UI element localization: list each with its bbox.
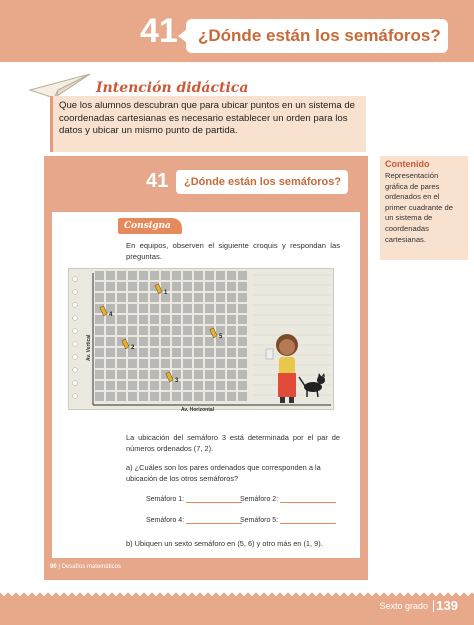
grid-block <box>205 359 214 368</box>
contenido-text: Representación gráfica de pares ordenados en el primer cuadrante de un sistema de coordenadas cartesianas. <box>385 171 453 244</box>
book-title-box <box>176 170 348 194</box>
grid-block <box>216 315 225 324</box>
grid-block <box>183 326 192 335</box>
grid-block <box>128 282 137 291</box>
grid-block <box>117 304 126 313</box>
grid-block <box>194 392 203 401</box>
grid-block <box>172 271 181 280</box>
field-semaforo-2-line[interactable] <box>280 502 336 503</box>
semaforo-label: 1 <box>164 290 168 296</box>
notebook-holes <box>73 277 78 399</box>
grid-block <box>139 381 148 390</box>
grid-block <box>161 304 170 313</box>
grid-block <box>216 282 225 291</box>
grid-block <box>227 348 236 357</box>
grid-block <box>183 337 192 346</box>
grid-block <box>106 381 115 390</box>
question-a: a) ¿Cuáles son los pares ordenados que corresponden a la ubicación de los otros semáforos? <box>126 463 321 483</box>
book-title: ¿Dónde están los semáforos? <box>184 176 342 188</box>
lesson-number: 41 <box>140 12 178 50</box>
grid-block <box>139 293 148 302</box>
grid-block <box>161 359 170 368</box>
grid-block <box>150 381 159 390</box>
grid-block <box>194 271 203 280</box>
grid-block <box>128 370 137 379</box>
grid-block <box>139 326 148 335</box>
grid-block <box>106 370 115 379</box>
grid-block <box>150 271 159 280</box>
grid-block <box>183 381 192 390</box>
grid-block <box>227 271 236 280</box>
grid-block <box>183 359 192 368</box>
grid-block <box>139 348 148 357</box>
grid-block <box>161 381 170 390</box>
grid-block <box>238 293 247 302</box>
grid-block <box>216 370 225 379</box>
grid-block <box>205 370 214 379</box>
notebook-hole <box>73 316 78 321</box>
grid-block <box>95 271 104 280</box>
grid-block <box>205 348 214 357</box>
coordinate-grid <box>69 269 335 411</box>
grid-block <box>117 315 126 324</box>
grid-block <box>227 370 236 379</box>
grid-block <box>216 359 225 368</box>
grid-block <box>172 359 181 368</box>
grid-block <box>161 271 170 280</box>
grid-block <box>194 370 203 379</box>
grid-block <box>161 348 170 357</box>
grid-block <box>139 315 148 324</box>
grid-block <box>150 326 159 335</box>
grid-block <box>183 271 192 280</box>
question-b: b) Ubiquen un sexto semáforo en (5, 6) y otro más en (1, 9). <box>126 539 323 548</box>
semaforo-label: 4 <box>109 312 113 318</box>
grid-block <box>238 370 247 379</box>
notebook-hole <box>73 303 78 308</box>
consigna-label: Consigna <box>118 218 182 234</box>
grid-block <box>117 348 126 357</box>
grid-block <box>95 370 104 379</box>
grid-block <box>227 326 236 335</box>
lesson-title: ¿Dónde están los semáforos? <box>198 26 441 45</box>
grid-block <box>194 282 203 291</box>
grid-block <box>172 348 181 357</box>
field-semaforo-2-label: Semáforo 2: <box>240 496 279 503</box>
grid-block <box>150 348 159 357</box>
grid-block <box>106 326 115 335</box>
grid-block <box>216 271 225 280</box>
grid-block <box>106 348 115 357</box>
grid-block <box>216 304 225 313</box>
grid-block <box>161 326 170 335</box>
grid-block <box>238 348 247 357</box>
grid-block <box>95 348 104 357</box>
page-number: 139 <box>436 598 458 613</box>
grid-block <box>150 370 159 379</box>
grid-block <box>95 293 104 302</box>
grid-block <box>139 359 148 368</box>
header-zigzag <box>0 56 474 68</box>
grid-block <box>183 293 192 302</box>
grid-block <box>139 271 148 280</box>
grid-block <box>227 293 236 302</box>
grid-block <box>183 348 192 357</box>
semaforo-label: 3 <box>175 378 179 384</box>
grid-block <box>139 337 148 346</box>
grid-block <box>172 315 181 324</box>
book-footer-title: Desafíos matemáticos <box>61 564 121 570</box>
intencion-box <box>50 96 366 152</box>
grid-block <box>238 304 247 313</box>
notebook-hole <box>73 342 78 347</box>
paragraph-semaforo-3: La ubicación del semáforo 3 está determinada por el par de números ordenados (7, 2). <box>126 433 340 453</box>
grid-block <box>172 337 181 346</box>
grid-block <box>205 282 214 291</box>
notebook-hole <box>73 277 78 282</box>
grid-block <box>95 381 104 390</box>
grid-block <box>139 304 148 313</box>
field-semaforo-1[interactable] <box>146 496 242 503</box>
field-semaforo-5[interactable] <box>240 517 336 524</box>
grid-block <box>216 293 225 302</box>
grid-block <box>227 359 236 368</box>
grid-block <box>139 392 148 401</box>
grid-block <box>95 392 104 401</box>
grid-block <box>172 293 181 302</box>
grid-block <box>128 271 137 280</box>
grid-block <box>194 337 203 346</box>
grid-block <box>194 359 203 368</box>
book-footer-text: 90 | Desafíos matemáticos <box>50 564 121 570</box>
girl-illustration <box>266 334 298 403</box>
grid-block <box>128 315 137 324</box>
grid-block <box>216 348 225 357</box>
grid-block <box>172 304 181 313</box>
grid-block <box>183 370 192 379</box>
notebook-hole <box>73 290 78 295</box>
notebook-hole <box>73 329 78 334</box>
grid-block <box>117 381 126 390</box>
grid-block <box>150 315 159 324</box>
grid-block <box>117 370 126 379</box>
croquis-sketch <box>68 268 334 410</box>
field-semaforo-1-label: Semáforo 1: <box>146 496 185 503</box>
semaforo-label: 5 <box>219 334 223 340</box>
grid-block <box>117 392 126 401</box>
lesson-title-box <box>186 19 448 53</box>
grid-block <box>172 392 181 401</box>
grid-block <box>227 392 236 401</box>
grid-block <box>106 392 115 401</box>
intencion-text: Que los alumnos descubran que para ubicar puntos en un sistema de coordenadas cartesianas es necesario establecer un orden para los datos y ubicar un mismo punto de partida. <box>59 100 355 137</box>
grid-block <box>128 293 137 302</box>
grid-block <box>128 304 137 313</box>
grid-block <box>95 326 104 335</box>
footer-separator <box>433 600 434 612</box>
grid-block <box>117 359 126 368</box>
grid-block <box>194 381 203 390</box>
grid-block <box>106 293 115 302</box>
notebook-hole <box>73 394 78 399</box>
grid-block <box>128 326 137 335</box>
title-pointer <box>178 30 186 42</box>
consigna-instruction: En equipos, observen el siguiente croquis y respondan las preguntas. <box>126 241 340 261</box>
grid-block <box>106 359 115 368</box>
grid-block <box>194 315 203 324</box>
grid-block <box>194 293 203 302</box>
grid-block <box>183 304 192 313</box>
grid-block <box>238 282 247 291</box>
field-semaforo-5-line[interactable] <box>280 523 336 524</box>
grid-block <box>172 326 181 335</box>
grid-block <box>183 392 192 401</box>
grid-block <box>227 337 236 346</box>
grid-block <box>117 282 126 291</box>
grid-block <box>205 271 214 280</box>
grid-block <box>216 381 225 390</box>
grid-block <box>128 381 137 390</box>
grid-block <box>117 271 126 280</box>
grid-block <box>150 359 159 368</box>
grid-block <box>95 315 104 324</box>
grid-block <box>238 271 247 280</box>
grid-block <box>227 304 236 313</box>
grid-block <box>117 293 126 302</box>
grid-block <box>205 392 214 401</box>
grid-block <box>161 392 170 401</box>
grid-block <box>227 282 236 291</box>
grid-block <box>238 392 247 401</box>
grid-block <box>205 315 214 324</box>
grid-block <box>205 304 214 313</box>
y-axis-label: Av. Vertical <box>86 334 92 361</box>
grid-block <box>238 337 247 346</box>
grid-block <box>150 304 159 313</box>
field-semaforo-4-line[interactable] <box>186 523 242 524</box>
grid-block <box>128 359 137 368</box>
grid-block <box>150 293 159 302</box>
grid-block <box>183 315 192 324</box>
book-zigzag <box>52 206 360 214</box>
grid-block <box>227 381 236 390</box>
grid-block <box>183 282 192 291</box>
contenido-heading: Contenido <box>385 159 430 169</box>
field-semaforo-4-label: Semáforo 4: <box>146 517 185 524</box>
x-axis-label: Av. Horizontal <box>181 407 215 411</box>
book-lesson-number: 41 <box>146 170 169 192</box>
grid-block <box>95 337 104 346</box>
grade-label: Sexto grado <box>379 601 428 611</box>
grid-block <box>106 282 115 291</box>
grid-block <box>128 392 137 401</box>
grid-block <box>238 326 247 335</box>
grid-block <box>95 282 104 291</box>
field-semaforo-2[interactable] <box>240 496 336 503</box>
grid-block <box>161 315 170 324</box>
grid-block <box>139 370 148 379</box>
field-semaforo-5-label: Semáforo 5: <box>240 517 279 524</box>
grid-block <box>205 381 214 390</box>
book-footer <box>44 560 368 580</box>
notebook-hole <box>73 355 78 360</box>
semaforo-label: 2 <box>131 345 135 351</box>
notebook-hole <box>73 368 78 373</box>
grid-block <box>106 337 115 346</box>
grid-block <box>194 326 203 335</box>
field-semaforo-1-line[interactable] <box>186 502 242 503</box>
grid-block <box>194 348 203 357</box>
grid-block <box>106 271 115 280</box>
grid-block <box>194 304 203 313</box>
grid-block <box>216 392 225 401</box>
grid-block <box>150 337 159 346</box>
grid-block <box>117 326 126 335</box>
grid-block <box>205 337 214 346</box>
grid-block <box>238 315 247 324</box>
grid-block <box>139 282 148 291</box>
grid-block <box>238 381 247 390</box>
grid-block <box>172 282 181 291</box>
grid-block <box>95 359 104 368</box>
contenido-box <box>380 156 468 260</box>
grid-block <box>161 337 170 346</box>
intencion-heading: Intención didáctica <box>96 80 249 96</box>
notebook-hole <box>73 381 78 386</box>
grid-block <box>227 315 236 324</box>
field-semaforo-4[interactable] <box>146 517 242 524</box>
grid-block <box>238 359 247 368</box>
grid-block <box>150 392 159 401</box>
grid-block <box>205 293 214 302</box>
book-page-number: 90 <box>50 564 57 570</box>
